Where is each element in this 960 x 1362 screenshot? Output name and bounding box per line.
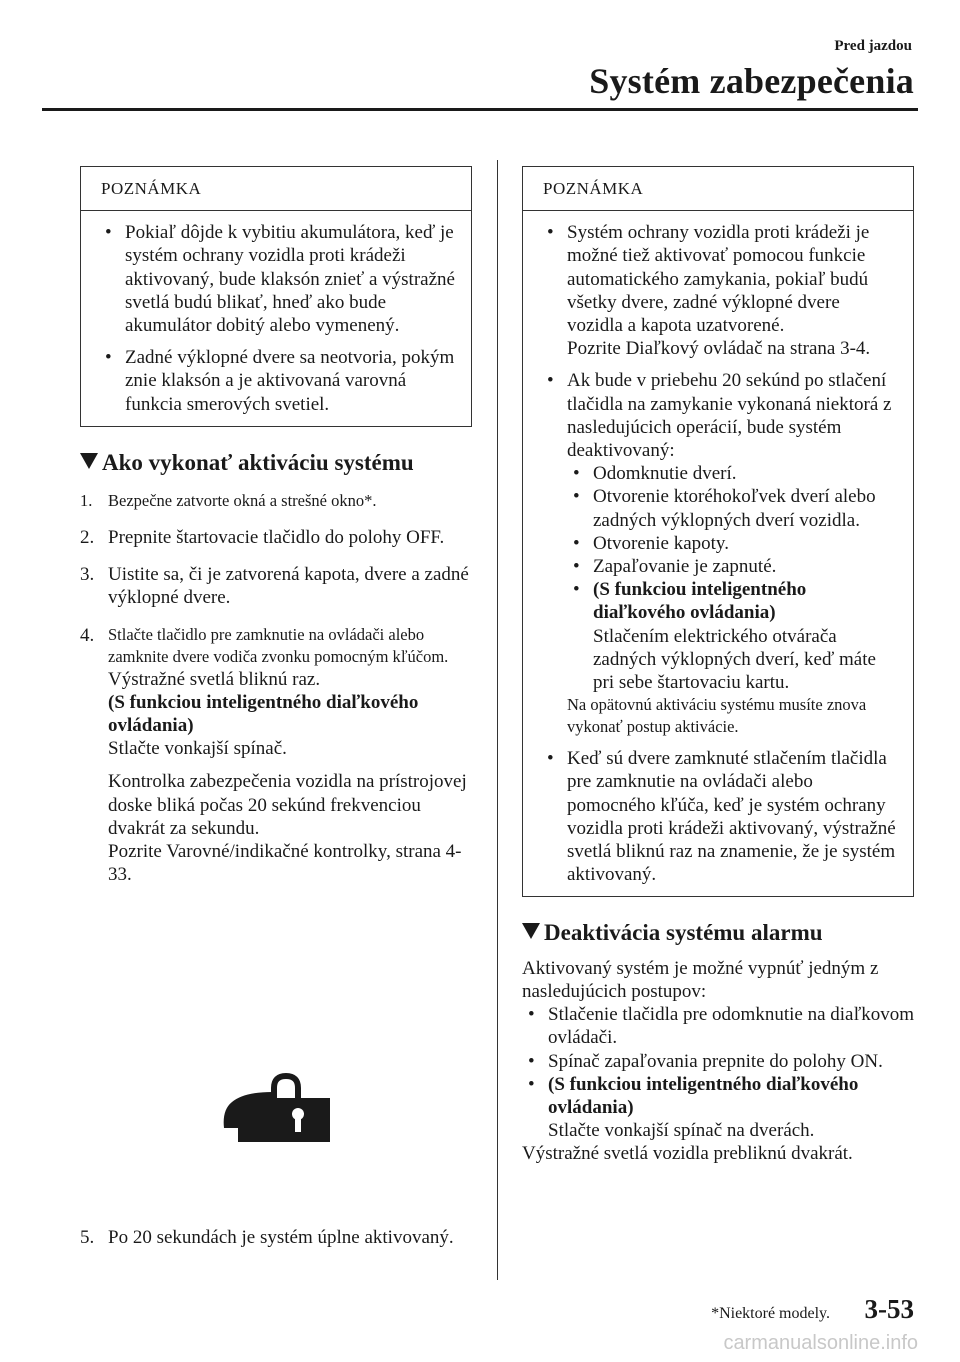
- page-title: Systém zabezpečenia: [589, 61, 914, 101]
- section-heading-text: Deaktivácia systému alarmu: [544, 920, 823, 946]
- step-item: [80, 1226, 472, 1249]
- step-item: [80, 526, 472, 549]
- note-subitem: [567, 578, 899, 694]
- step-text: Stlačte vonkajší spínač.: [108, 738, 287, 760]
- note-box: [80, 166, 472, 427]
- step-text: Uistite sa, či je zatvorená kapota, dvere a zadné výklopné dvere.: [108, 564, 469, 609]
- note-box: [522, 166, 914, 897]
- triangle-bullet-icon: [522, 923, 540, 939]
- step-number: 5.: [80, 1227, 95, 1248]
- note-title: POZNÁMKA: [81, 167, 471, 211]
- reference-text: Pozrite Varovné/indikačné kontrolky, strana 4-33.: [108, 841, 462, 886]
- column-divider: [497, 160, 498, 1280]
- step-text: Bezpečne zatvorte okná a strešné okno*.: [108, 491, 377, 511]
- triangle-bullet-icon: [80, 453, 98, 469]
- right-column: [522, 166, 914, 1166]
- note-body: [523, 211, 913, 896]
- activation-steps-end: [80, 1226, 472, 1249]
- step-number: 3.: [80, 564, 95, 586]
- indicator-text: Kontrolka zabezpečenia vozidla na prístrojovej doske bliká počas 20 sekúnd frekvenciou dvakrát za sekundu.: [108, 771, 467, 839]
- deactivation-item: • Spínač zapaľovania prepnite do polohy ON.: [522, 1050, 914, 1073]
- step-item: [80, 490, 472, 512]
- header-rule: [42, 108, 918, 111]
- section-heading: [522, 921, 914, 944]
- note-item: [541, 369, 899, 738]
- section-heading: [80, 451, 472, 474]
- activation-steps: [80, 490, 472, 886]
- deactivation-bold: • (S funkciou inteligentného diaľkového ovládania): [548, 1073, 859, 1118]
- section-heading-text: Ako vykonať aktiváciu systému: [102, 449, 414, 475]
- note-subitem-text: Stlačením elektrického otvárača zadných výklopných dverí, keď máte pri sebe štartovaciu kartu.: [593, 625, 876, 694]
- step-text: Stlačte tlačidlo pre zamknutie na ovládači alebo zamknite dvere vodiča zvonku pomocným kľúčom.: [108, 624, 449, 666]
- deactivation-item: [522, 1073, 914, 1143]
- deactivation-list: [522, 1003, 914, 1142]
- note-item: • Keď sú dvere zamknuté stlačením tlačidla pre zamknutie na ovládači alebo pomocného kľúča, keď je systém ochrany vozidla proti krádeži aktivovaný, výstražné svetlá bliknú raz na znamenie, že je systém aktivovaný.: [541, 747, 899, 886]
- note-subitem: • Otvorenie ktoréhokoľvek dverí alebo zadných výklopných dverí vozidla.: [567, 485, 899, 531]
- left-column: [80, 166, 472, 886]
- note-item: • Zadné výklopné dvere sa neotvoria, pokým znie klaksón a je aktivovaná varovná funkcia smerových svetiel.: [99, 346, 457, 416]
- note-body: [81, 211, 471, 426]
- note-subitem: • Odomknutie dverí.: [567, 462, 899, 485]
- step-text: Prepnite štartovacie tlačidlo do polohy OFF.: [108, 527, 445, 549]
- deactivation-text: Stlačte vonkajší spínač na dverách.: [548, 1120, 815, 1142]
- note-subitem: • Otvorenie kapoty.: [567, 532, 899, 555]
- note-subitem-bold: • (S funkciou inteligentného diaľkového ovládania): [593, 579, 807, 624]
- note-sublist: [567, 462, 899, 694]
- note-subitem: • Zapaľovanie je zapnuté.: [567, 555, 899, 578]
- section-activation: [80, 451, 472, 887]
- note-title: POZNÁMKA: [523, 167, 913, 211]
- car-lock-icon: [222, 1072, 334, 1142]
- watermark: carmanualsonline.info: [723, 1332, 918, 1354]
- header-kicker: Pred jazdou: [834, 38, 912, 54]
- note-item: • Pokiaľ dôjde k vybitiu akumulátora, keď je systém ochrany vozidla proti krádeži aktivovaný, bude klaksón znieť a výstražné svetlá budú blikať, hneď ako bude akumulátor dobitý alebo vymenený.: [99, 221, 457, 337]
- note-item-reference: Pozrite Diaľkový ovládač na strana 3-4.: [567, 338, 871, 360]
- step-text: Výstražné svetlá bliknú raz.: [108, 668, 321, 690]
- closing-text: Výstražné svetlá vozidla prebliknú dvakrát.: [522, 1143, 853, 1165]
- section-intro: Aktivovaný systém je možné vypnúť jedným z nasledujúcich postupov:: [522, 957, 879, 1002]
- step-bold-text: (S funkciou inteligentného diaľkového ovládania): [108, 691, 419, 737]
- footnote: *Niektoré modely.: [711, 1305, 830, 1322]
- note-item-text: • Ak bude v priebehu 20 sekúnd po stlačení tlačidla na zamykanie vykonaná niektorá z nasledujúcich operácií, bude systém deaktivovaný:: [567, 370, 892, 462]
- step-item: [80, 624, 472, 887]
- section-deactivation: [522, 921, 914, 1165]
- step-five: [80, 1226, 472, 1249]
- page-number: 3-53: [864, 1294, 914, 1324]
- step-number: 4.: [80, 624, 95, 646]
- step-item: [80, 563, 472, 609]
- note-item-text: • Systém ochrany vozidla proti krádeži je možné tiež aktivovať pomocou funkcie automatického zamykania, pokiaľ budú všetky dvere, zadné výklopné dvere vozidla a kapota uzatvorené.: [567, 222, 870, 337]
- deactivation-item: • Stlačenie tlačidla pre odomknutie na diaľkovom ovládači.: [522, 1003, 914, 1049]
- note-item: [541, 221, 899, 360]
- step-number: 1.: [80, 491, 93, 511]
- reactivate-text: Na opätovnú aktiváciu systému musíte znova vykonať postup aktivácie.: [567, 695, 867, 737]
- step-number: 2.: [80, 527, 95, 549]
- step-text: Po 20 sekundách je systém úplne aktivovaný.: [108, 1227, 454, 1248]
